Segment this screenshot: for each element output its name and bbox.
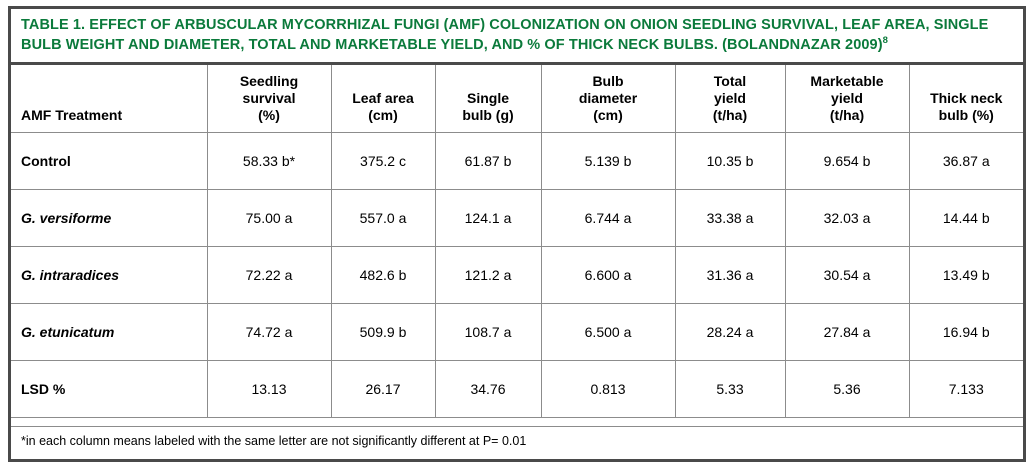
cell-value: 32.03 a — [785, 190, 909, 247]
table-row — [11, 304, 1023, 361]
cell-value: 557.0 a — [331, 190, 435, 247]
species-name: G. etunicatum — [21, 324, 115, 341]
cell-value: 75.00 a — [207, 190, 331, 247]
cell-value: 6.744 a — [541, 190, 675, 247]
species-name: G. versiforme — [21, 210, 112, 227]
cell-value: 31.36 a — [675, 247, 785, 304]
cell-value: 14.44 b — [909, 190, 1023, 247]
table-body — [11, 133, 1023, 418]
header-line: yield — [714, 89, 746, 106]
cell-value: 5.139 b — [541, 133, 675, 190]
header-line: Thick neck — [930, 89, 1003, 106]
header-line: yield — [831, 89, 863, 106]
row-label-g-versiforme — [11, 190, 207, 247]
column-header-treatment-line1: AMF Treatment — [21, 106, 123, 123]
table-body-wrap — [11, 65, 1023, 426]
row-label-lsd: LSD % — [11, 361, 207, 418]
species-name: G. intraradices — [21, 267, 120, 284]
cell-value: 61.87 b — [435, 133, 541, 190]
cell-value: 6.600 a — [541, 247, 675, 304]
cell-value: 74.72 a — [207, 304, 331, 361]
table-row — [11, 190, 1023, 247]
table-row — [11, 247, 1023, 304]
cell-value: 27.84 a — [785, 304, 909, 361]
header-line: Leaf area — [352, 89, 414, 106]
cell-value: 28.24 a — [675, 304, 785, 361]
cell-value: 121.2 a — [435, 247, 541, 304]
cell-value: 72.22 a — [207, 247, 331, 304]
cell-value: 13.49 b — [909, 247, 1023, 304]
cell-value: 10.35 b — [675, 133, 785, 190]
header-line: (%) — [258, 106, 280, 123]
column-header-single-bulb — [435, 65, 541, 133]
header-line: (cm) — [368, 106, 398, 123]
cell-value: 26.17 — [331, 361, 435, 418]
header-line: diameter — [578, 89, 638, 106]
cell-value: 36.87 a — [909, 133, 1023, 190]
column-header-marketable-yield — [785, 65, 909, 133]
header-line: survival — [242, 89, 296, 106]
cell-value: 33.38 a — [675, 190, 785, 247]
table-title-footnote-marker: 8 — [882, 34, 889, 46]
table-row — [11, 361, 1023, 418]
cell-value: 7.133 — [909, 361, 1023, 418]
cell-value: 9.654 b — [785, 133, 909, 190]
cell-value: 34.76 — [435, 361, 541, 418]
cell-value: 0.813 — [541, 361, 675, 418]
cell-value: 509.9 b — [331, 304, 435, 361]
table-header-row — [11, 65, 1023, 133]
header-line: bulb (%) — [938, 106, 994, 123]
row-label-control: Control — [11, 133, 207, 190]
table-footnote: *in each column means labeled with the same letter are not significantly different at P= 0.01 — [11, 426, 1023, 459]
column-header-seedling-survival — [207, 65, 331, 133]
row-label-g-intraradices — [11, 247, 207, 304]
cell-value: 6.500 a — [541, 304, 675, 361]
cell-value: 108.7 a — [435, 304, 541, 361]
cell-value: 5.33 — [675, 361, 785, 418]
table-title-text: TABLE 1. EFFECT OF ARBUSCULAR MYCORRHIZAL FUNGI (AMF) COLONIZATION ON ONION SEEDLING SURVIVAL, LEAF AREA, SINGLE BULB WEIGHT AND DIAMETER, TOTAL AND MARKETABLE YIELD, AND % OF THICK NECK BULBS. (BOLANDNAZAR 2009) — [21, 17, 989, 53]
column-header-thick-neck-bulb — [909, 65, 1023, 133]
column-header-bulb-diameter — [541, 65, 675, 133]
header-line: Single — [466, 89, 509, 106]
row-label-g-etunicatum — [11, 304, 207, 361]
header-line: (cm) — [593, 106, 623, 123]
cell-value: 58.33 b* — [207, 133, 331, 190]
header-line: Marketable — [810, 73, 884, 90]
header-line: Bulb — [592, 73, 624, 90]
header-line: bulb (g) — [462, 106, 514, 123]
column-header-total-yield — [675, 65, 785, 133]
cell-value: 375.2 c — [331, 133, 435, 190]
cell-value: 16.94 b — [909, 304, 1023, 361]
cell-value: 5.36 — [785, 361, 909, 418]
table-1-container — [8, 6, 1026, 462]
cell-value: 482.6 b — [331, 247, 435, 304]
header-line: Seedling — [239, 73, 299, 90]
header-line: Total — [713, 73, 747, 90]
cell-value: 30.54 a — [785, 247, 909, 304]
table-title — [11, 9, 1023, 65]
column-header-leaf-area — [331, 65, 435, 133]
header-line: (t/ha) — [712, 106, 748, 123]
table-header — [11, 65, 1023, 133]
column-header-treatment — [11, 65, 207, 133]
cell-value: 13.13 — [207, 361, 331, 418]
table-row — [11, 133, 1023, 190]
cell-value: 124.1 a — [435, 190, 541, 247]
header-line: (t/ha) — [829, 106, 865, 123]
amf-results-table — [11, 65, 1023, 419]
